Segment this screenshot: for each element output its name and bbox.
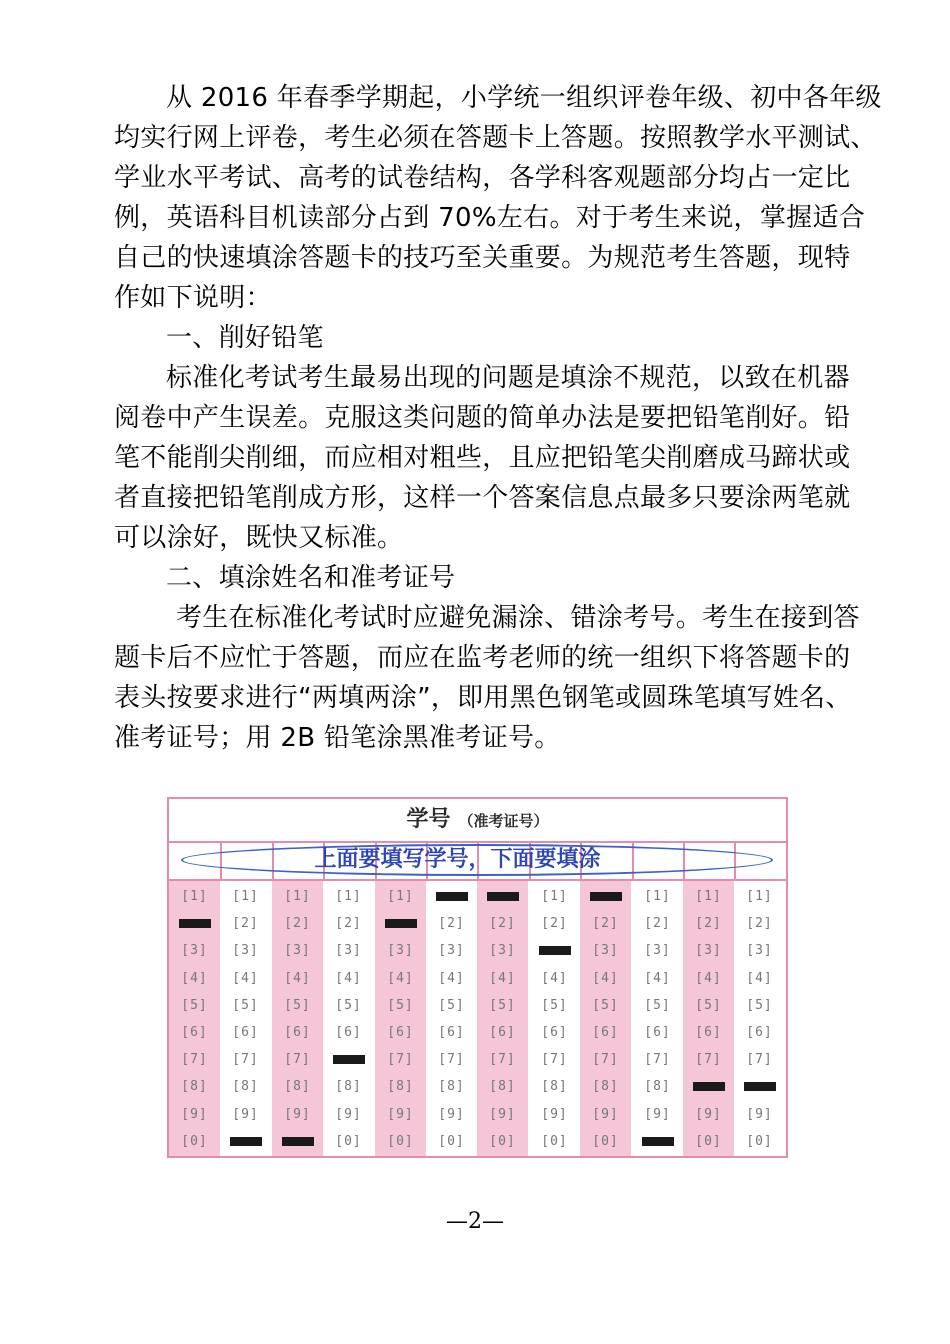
bubble-option: [9] [181,1107,208,1122]
paragraph-line: 考生在标准化考试时应避免漏涂、错涂考号。考生在接到答 [176,603,860,633]
bubble-option: [6] [489,1025,516,1040]
bubble-option [323,1046,374,1073]
bubble-option: [5] [335,998,362,1013]
bubble-option: [1] [387,889,414,904]
bubble-option: [3] [387,943,414,958]
bubble-option: [2] [489,916,516,931]
bubble-option: [5] [489,998,516,1013]
bubble-option [272,1128,323,1155]
bubble-option: [8] [644,1079,671,1094]
bubble-option [220,1128,271,1155]
bubble-option: [1] [335,889,362,904]
bubble-option: [2] [541,916,568,931]
bubble-option: [1] [232,889,259,904]
bubble-option: [5] [644,998,671,1013]
bubble-option: [8] [541,1079,568,1094]
bubble-option: [7] [746,1052,773,1067]
bubble-option: [4] [489,971,516,986]
bubble-option [169,910,220,937]
paragraph-line: 者直接把铅笔削成方形，这样一个答案信息点最多只要涂两笔就 [114,483,851,513]
figure-note: 上面要填写学号，下面要填涂 [314,847,601,872]
bubble-option: [3] [438,943,465,958]
bubble-option: [8] [335,1079,362,1094]
bubble-option: [8] [387,1079,414,1094]
bubble-option: [4] [592,971,619,986]
bubble-option: [5] [746,998,773,1013]
filled-bubble-mark [590,892,622,901]
bubble-option: [7] [489,1052,516,1067]
figure-title [169,799,786,843]
bubble-option: [4] [284,971,311,986]
bubble-option: [7] [644,1052,671,1067]
bubble-option: [3] [335,943,362,958]
bubble-option: [9] [335,1107,362,1122]
bubble-option: [3] [284,943,311,958]
bubble-option: [5] [541,998,568,1013]
paragraph-line: 题卡后不应忙于答题，而应在监考老师的统一组织下将答题卡的 [114,643,851,673]
digit-column [683,881,734,1156]
bubble-option [683,1073,734,1100]
digit-column [477,881,528,1156]
bubble-option: [2] [695,916,722,931]
filled-bubble-mark [282,1137,314,1146]
bubble-option [580,883,631,910]
bubble-option: [8] [489,1079,516,1094]
bubble-option: [7] [438,1052,465,1067]
paragraph-line: 学业水平考试、高考的试卷结构，各学科客观题部分均占一定比 [114,163,851,193]
bubble-option: [2] [284,916,311,931]
digit-column [272,881,323,1156]
section-heading: 二、填涂姓名和准考证号 [166,563,456,593]
page-number: —2— [446,1209,504,1234]
bubble-option: [6] [284,1025,311,1040]
bubble-option: [2] [644,916,671,931]
bubble-option: [5] [592,998,619,1013]
bubble-option: [4] [541,971,568,986]
bubble-option: [6] [746,1025,773,1040]
bubble-option: [8] [232,1079,259,1094]
bubble-option: [0] [181,1134,208,1149]
figure-title-sub: （准考证号） [458,812,549,830]
bubble-option: [3] [489,943,516,958]
paragraph-line: 阅卷中产生误差。克服这类问题的简单办法是要把铅笔削好。铅 [114,403,851,433]
bubble-option: [0] [695,1134,722,1149]
paragraph-line: 表头按要求进行“两填两涂”，即用黑色钢笔或圆珠笔填写姓名、 [114,683,852,713]
bubble-option: [2] [335,916,362,931]
bubble-option: [0] [489,1134,516,1149]
bubble-option: [1] [541,889,568,904]
bubble-option: [8] [181,1079,208,1094]
digit-column [220,881,271,1156]
bubble-option: [9] [387,1107,414,1122]
bubble-option [632,1128,683,1155]
paragraph-line: 作如下说明： [114,283,272,313]
bubble-option: [5] [284,998,311,1013]
bubble-option: [0] [387,1134,414,1149]
bubble-option: [9] [746,1107,773,1122]
bubble-option: [4] [387,971,414,986]
bubble-option: [0] [592,1134,619,1149]
paragraph-line: 笔不能削尖削细，而应相对粗些，且应把铅笔尖削磨成马蹄状或 [114,443,851,473]
bubble-option: [3] [746,943,773,958]
digit-column [169,881,220,1156]
paragraph-line: 例，英语科目机读部分占到 70%左右。对于考生来说，掌握适合 [114,203,866,233]
bubble-option: [3] [644,943,671,958]
bubble-option: [1] [284,889,311,904]
paragraph-line: 均实行网上评卷，考生必须在答题卡上答题。按照教学水平测试、 [114,123,877,153]
filled-bubble-mark [642,1137,674,1146]
bubble-option: [9] [232,1107,259,1122]
bubble-option: [4] [335,971,362,986]
bubble-option: [2] [592,916,619,931]
bubble-option [375,910,426,937]
bubble-option: [7] [181,1052,208,1067]
bubble-option: [7] [592,1052,619,1067]
bubble-option: [1] [644,889,671,904]
bubble-option: [5] [438,998,465,1013]
bubble-option: [5] [695,998,722,1013]
bubble-option: [6] [232,1025,259,1040]
section-heading: 一、削好铅笔 [166,323,324,353]
bubble-option: [9] [644,1107,671,1122]
bubble-option: [5] [232,998,259,1013]
filled-bubble-mark [693,1082,725,1091]
bubble-option: [1] [181,889,208,904]
filled-bubble-mark [385,919,417,928]
digit-column [323,881,374,1156]
bubble-option: [5] [387,998,414,1013]
filled-bubble-mark [230,1137,262,1146]
paragraph-line: 从 2016 年春季学期起，小学统一组织评卷年级、初中各年级 [166,83,882,113]
bubble-option: [7] [387,1052,414,1067]
digit-column [580,881,631,1156]
bubble-option: [6] [438,1025,465,1040]
bubble-option: [2] [438,916,465,931]
bubble-option: [9] [592,1107,619,1122]
digit-column [632,881,683,1156]
bubble-option: [0] [335,1134,362,1149]
bubble-option: [3] [232,943,259,958]
bubble-option: [9] [489,1107,516,1122]
bubble-option: [4] [746,971,773,986]
paragraph-line: 可以涂好，既快又标准。 [114,523,404,553]
bubble-option: [9] [284,1107,311,1122]
bubble-option: [6] [644,1025,671,1040]
bubble-option: [0] [541,1134,568,1149]
bubble-option: [2] [746,916,773,931]
bubble-option: [8] [592,1079,619,1094]
bubble-option [734,1073,785,1100]
paragraph-line: 准考证号；用 2B 铅笔涂黑准考证号。 [114,723,561,753]
bubble-option: [6] [541,1025,568,1040]
bubble-grid [169,881,786,1156]
bubble-option: [0] [746,1134,773,1149]
bubble-option: [6] [387,1025,414,1040]
bubble-option: [4] [181,971,208,986]
bubble-option: [7] [541,1052,568,1067]
bubble-option: [6] [592,1025,619,1040]
bubble-option: [6] [335,1025,362,1040]
filled-bubble-mark [539,946,571,955]
bubble-option: [1] [746,889,773,904]
bubble-option: [7] [232,1052,259,1067]
bubble-option: [4] [232,971,259,986]
bubble-option: [9] [438,1107,465,1122]
bubble-option: [6] [695,1025,722,1040]
paragraph-line: 标准化考试考生最易出现的问题是填涂不规范，以致在机器 [166,363,850,393]
filled-bubble-mark [436,892,468,901]
bubble-option: [4] [644,971,671,986]
bubble-option [477,883,528,910]
digit-column [529,881,580,1156]
bubble-option: [8] [284,1079,311,1094]
digit-column [734,881,785,1156]
bubble-option: [5] [181,998,208,1013]
filled-bubble-mark [487,892,519,901]
figure-title-main: 学号 [406,807,451,832]
bubble-option: [9] [541,1107,568,1122]
bubble-option: [0] [438,1134,465,1149]
filled-bubble-mark [333,1055,365,1064]
answer-card-figure [167,797,788,1158]
paragraph-line: 自己的快速填涂答题卡的技巧至关重要。为规范考生答题，现特 [114,243,851,273]
filled-bubble-mark [744,1082,776,1091]
filled-bubble-mark [179,919,211,928]
digit-column [375,881,426,1156]
bubble-option: [1] [695,889,722,904]
bubble-option: [2] [232,916,259,931]
bubble-option: [7] [695,1052,722,1067]
bubble-option: [8] [438,1079,465,1094]
bubble-option [426,883,477,910]
digit-column [426,881,477,1156]
bubble-option: [9] [695,1107,722,1122]
body-text [114,78,882,758]
bubble-option [529,937,580,964]
bubble-option: [6] [181,1025,208,1040]
bubble-option: [4] [695,971,722,986]
bubble-option: [3] [695,943,722,958]
bubble-option: [4] [438,971,465,986]
bubble-option: [3] [181,943,208,958]
bubble-option: [3] [592,943,619,958]
bubble-option: [7] [284,1052,311,1067]
